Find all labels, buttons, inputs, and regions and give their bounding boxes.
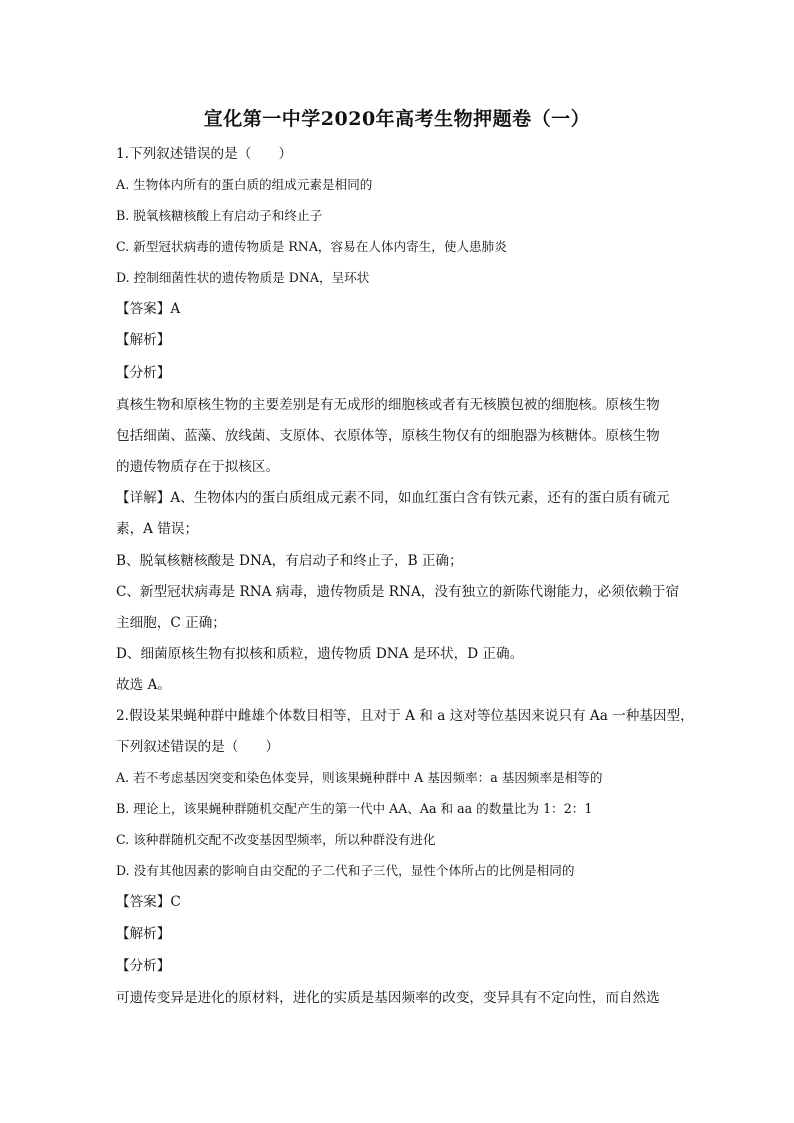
q1-detail-line-1: 【详解】A、生物体内的蛋白质组成元素不同，如血红蛋白含有铁元素，还有的蛋白质有硫元 [116, 490, 670, 506]
q1-detail-d: D、细菌原核生物有拟核和质粒，遗传物质 DNA 是环状，D 正确。 [116, 646, 524, 662]
q1-detail-c-line-1: C、新型冠状病毒是 RNA 病毒，遗传物质是 RNA，没有独立的新陈代谢能力，必须依赖于宿 [116, 584, 680, 600]
question-2-stem-line-2: 下列叙述错误的是（ ） [116, 739, 280, 755]
q2-explanation-heading: 【解析】 [116, 926, 171, 942]
q1-explanation-heading: 【解析】 [116, 332, 171, 348]
q1-option-b: B. 脱氧核糖核酸上有启动子和终止子 [116, 208, 323, 223]
q1-detail-c-line-2: 主细胞，C 正确； [116, 615, 226, 631]
q2-option-d: D. 没有其他因素的影响自由交配的子二代和子三代，显性个体所占的比例是相同的 [116, 863, 575, 878]
q1-detail-b: B、脱氧核糖核酸是 DNA，有启动子和终止子，B 正确； [116, 553, 463, 569]
q2-option-b: B. 理论上，该果蝇种群随机交配产生的第一代中 AA、Aa 和 aa 的数量比为 1：2：1 [116, 801, 593, 816]
q2-analysis-heading: 【分析】 [116, 958, 171, 974]
q2-analysis-line-1: 可遗传变异是进化的原材料，进化的实质是基因频率的改变，变异具有不定向性，而自然选 [116, 990, 660, 1006]
question-1-stem: 1.下列叙述错误的是（ ） [116, 146, 293, 162]
q2-answer: 【答案】C [116, 894, 181, 910]
q1-option-c: C. 新型冠状病毒的遗传物质是 RNA，容易在人体内寄生，使人患肺炎 [116, 239, 507, 254]
q2-option-a: A. 若不考虑基因突变和染色体变异，则该果蝇种群中 A 基因频率：a 基因频率是相等的 [116, 770, 603, 785]
q1-analysis-line-1: 真核生物和原核生物的主要差别是有无成形的细胞核或者有无核膜包被的细胞核。原核生物 [116, 397, 660, 413]
q1-analysis-line-3: 的遗传物质存在于拟核区。 [116, 459, 280, 475]
q1-option-a: A. 生物体内所有的蛋白质的组成元素是相同的 [116, 177, 373, 192]
q1-analysis-line-2: 包括细菌、蓝藻、放线菌、支原体、衣原体等，原核生物仅有的细胞器为核糖体。原核生物 [116, 428, 660, 444]
q2-option-c: C. 该种群随机交配不改变基因型频率，所以种群没有进化 [116, 832, 436, 847]
q1-answer: 【答案】A [116, 301, 181, 317]
q1-option-d: D. 控制细菌性状的遗传物质是 DNA，呈环状 [116, 270, 370, 285]
q1-analysis-heading: 【分析】 [116, 365, 171, 381]
q1-detail-line-2: 素，A 错误； [116, 521, 199, 537]
page-title: 宣化第一中学2020年高考生物押题卷（一） [203, 108, 591, 130]
question-2-stem-line-1: 2.假设某果蝇种群中雌雄个体数目相等，且对于 A 和 a 这对等位基因来说只有 Aa 一种基因型， [116, 708, 694, 724]
q1-conclusion: 故选 A。 [116, 677, 171, 693]
